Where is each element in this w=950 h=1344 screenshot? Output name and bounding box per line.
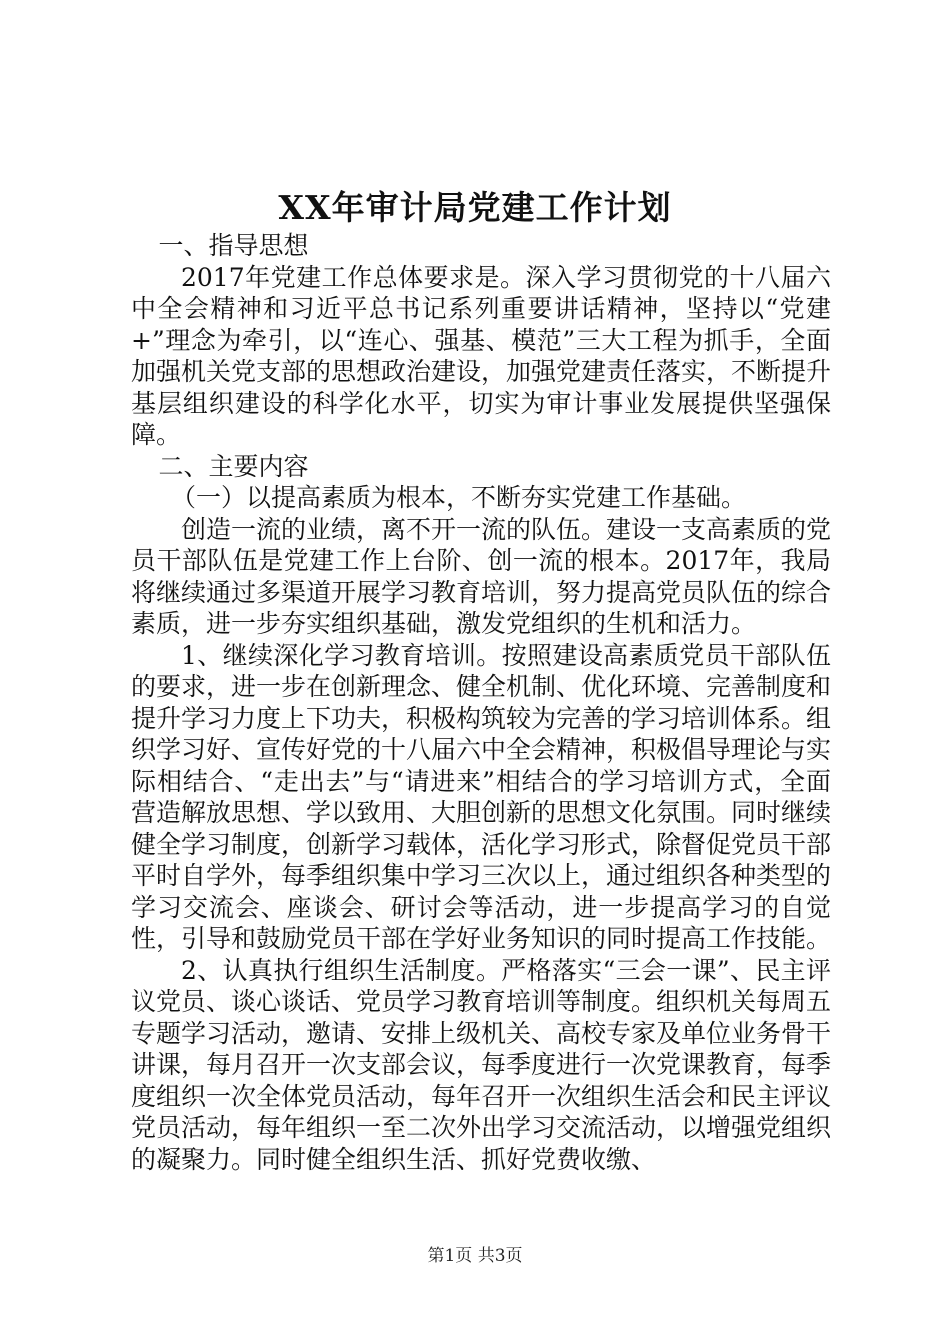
paragraph-study-training: 1、继续深化学习教育培训。按照建设高素质党员干部队伍的要求，进一步在创新理念、健全机制、优化环境、完善制度和提升学习力度上下功夫，积极构筑较为完善的学习培训体系。组织学习好、宣传好党的十八届六中全会精神，积极倡导理论与实际相结合、“走出去”与“请进来”相结合的学习培训方式，全面营造解放思想、学以致用、大胆创新的思想文化氛围。同时继续健全学习制度，创新学习载体，活化学习形式，除督促党员干部平时自学外，每季组织集中学习三次以上，通过组织各种类型的学习交流会、座谈会、研讨会等活动，进一步提高学习的自觉性，引导和鼓励党员干部在学好业务知识的同时提高工作技能。 (131, 640, 832, 953)
paragraph-overall-requirements: 2017年党建工作总体要求是。深入学习贯彻党的十八届六中全会精神和习近平总书记系列重要讲话精神，坚持以“党建+”理念为牵引，以“连心、强基、模范”三大工程为抓手，全面加强机关党支部的思想政治建设，加强党建责任落实，不断提升基层组织建设的科学化水平，切实为审计事业发展提供坚强保障。 (131, 262, 832, 449)
subsection-heading-quality: （一）以提高素质为根本，不断夯实党建工作基础。 (171, 483, 747, 512)
section-heading-guiding-thought: 一、指导思想 (158, 231, 309, 260)
section-heading-main-content: 二、主要内容 (158, 451, 309, 481)
document-body (131, 230, 831, 1175)
document-title: XX年审计局党建工作计划 (278, 188, 672, 227)
page-footer: 第1页 共3页 (427, 1246, 523, 1266)
paragraph-team-building: 创造一流的业绩，离不开一流的队伍。建设一支高素质的党员干部队伍是党建工作上台阶、创一流的根本。2017年，我局将继续通过多渠道开展学习教育培训，努力提高党员队伍的综合素质，进一步夯实组织基础，激发党组织的生机和活力。 (131, 514, 832, 638)
paragraph-organization-life: 2、认真执行组织生活制度。严格落实“三会一课”、民主评议党员、谈心谈话、党员学习教育培训等制度。组织机关每周五专题学习活动，邀请、安排上级机关、高校专家及单位业务骨干讲课，每月召开一次支部会议，每季度进行一次党课教育，每季度组织一次全体党员活动，每年召开一次组织生活会和民主评议党员活动，每年组织一至二次外出学习交流活动，以增强党组织的凝聚力。同时健全组织生活、抓好党费收缴、 (131, 955, 832, 1174)
